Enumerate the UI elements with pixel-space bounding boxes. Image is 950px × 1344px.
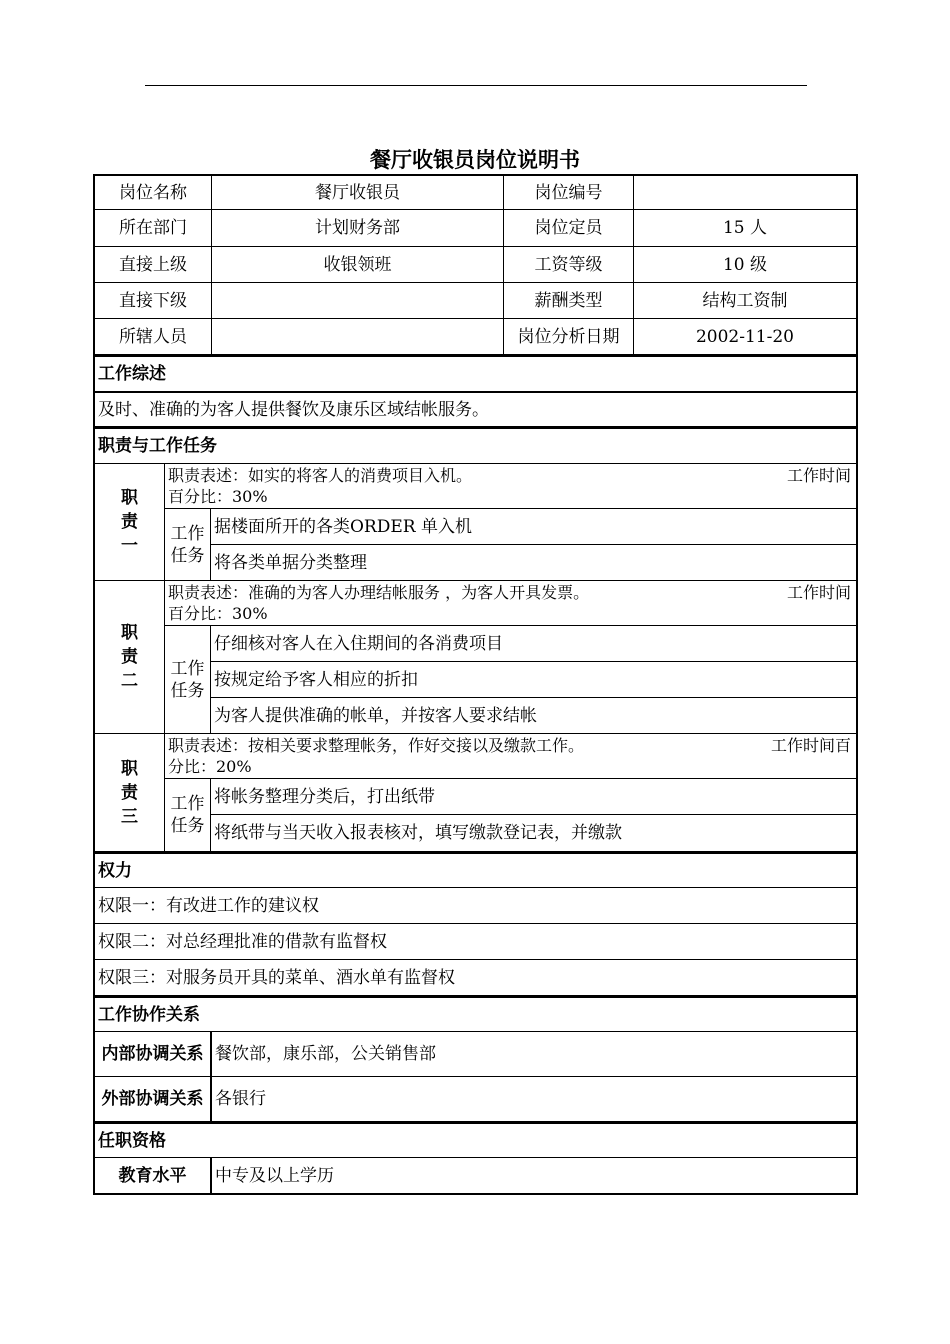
external-label-cell	[95, 1077, 210, 1121]
relations-heading: 工作协作关系	[98, 1004, 200, 1025]
external-label: 外部协调关系	[101, 1088, 204, 1109]
duty3-time-b: 分比：20%	[168, 757, 252, 776]
authority-item-1: 权限一：有改进工作的建议权	[98, 895, 319, 916]
label-subordinate: 直接下级	[119, 290, 187, 311]
label-position-code: 岗位编号	[534, 182, 603, 203]
label-supervisor: 直接上级	[119, 254, 187, 275]
duty2-description	[165, 582, 856, 625]
duty2-time-a: 工作时间	[786, 583, 851, 602]
duty3-task-1: 将帐务整理分类后，打出纸带	[214, 786, 435, 807]
duty2-task-2: 按规定给予客人相应的折扣	[214, 669, 418, 690]
internal-value: 餐饮部，康乐部，公关销售部	[215, 1044, 436, 1064]
label-pay-type: 薪酬类型	[534, 290, 603, 311]
label-salary-grade: 工资等级	[534, 254, 603, 275]
duty1-tasks-label: 工作任务	[170, 523, 205, 566]
duty2-label-cell	[95, 581, 164, 733]
summary-heading: 工作综述	[98, 364, 166, 384]
duty1-description	[165, 465, 856, 508]
authority-item-3: 权限三：对服务员开具的菜单、酒水单有监督权	[98, 967, 455, 988]
duty1-time-a: 工作时间	[786, 466, 851, 485]
duty2-task-1: 仔细核对客人在入住期间的各消费项目	[214, 633, 503, 654]
value-headcount: 15 人	[722, 218, 768, 238]
duty3-time-a: 工作时间百	[770, 736, 851, 755]
authority-item-2: 权限二：对总经理批准的借款有监督权	[98, 931, 387, 952]
duty3-task-2: 将纸带与当天收入报表核对，填写缴款登记表，并缴款	[214, 822, 622, 843]
duty1-time-b: 百分比：30%	[168, 487, 268, 506]
duty1-label: 职责一	[121, 488, 138, 556]
label-headcount: 岗位定员	[534, 218, 603, 238]
value-pay-type: 结构工资制	[702, 290, 788, 311]
duty3-label-cell	[95, 734, 164, 851]
duty3-desc-text: 职责表述：按相关要求整理帐务，作好交接以及缴款工作。	[168, 736, 585, 755]
education-value: 中专及以上学历	[215, 1165, 334, 1186]
duties-heading: 职责与工作任务	[98, 436, 217, 456]
duty1-task-1: 据楼面所开的各类ORDER 单入机	[214, 516, 472, 537]
authority-heading: 权力	[98, 860, 132, 881]
qualification-heading: 任职资格	[98, 1130, 166, 1151]
label-analysis-date: 岗位分析日期	[517, 327, 620, 347]
value-position-code	[634, 176, 856, 209]
value-staff	[212, 319, 503, 355]
duty3-description	[165, 735, 856, 778]
value-subordinate	[212, 283, 503, 318]
duty2-label: 职责二	[121, 623, 138, 691]
education-label: 教育水平	[118, 1165, 187, 1186]
duty2-tasks-label: 工作任务	[170, 658, 205, 701]
duty2-tasks-label-cell	[165, 626, 210, 733]
duty1-desc-text: 职责表述：如实的将客人的消费项目入机。	[168, 466, 473, 485]
value-supervisor: 收银领班	[323, 254, 392, 275]
label-position-name: 岗位名称	[119, 182, 187, 203]
internal-label: 内部协调关系	[101, 1043, 204, 1064]
duty1-tasks-label-cell	[165, 509, 210, 580]
value-position-name: 餐厅收银员	[315, 182, 400, 203]
duty1-label-cell	[95, 464, 164, 580]
header-rule	[145, 85, 807, 86]
duty3-label: 职责三	[121, 758, 138, 827]
duty3-tasks-label: 工作任务	[170, 794, 205, 836]
value-department: 计划财务部	[315, 218, 400, 238]
duty1-task-2: 将各类单据分类整理	[214, 552, 367, 573]
label-department: 所在部门	[119, 218, 187, 238]
internal-label-cell	[95, 1032, 210, 1076]
label-staff: 所辖人员	[119, 327, 187, 347]
document-title: 餐厅收银员岗位说明书	[370, 148, 580, 172]
value-analysis-date: 2002-11-20	[695, 327, 794, 347]
external-value: 各银行	[215, 1089, 266, 1109]
value-salary-grade: 10 级	[722, 254, 768, 275]
summary-text: 及时、准确的为客人提供餐饮及康乐区域结帐服务。	[98, 400, 489, 420]
duty2-time-b: 百分比：30%	[168, 604, 268, 623]
duty2-desc-text: 职责表述：准确的为客人办理结帐服务 ，为客人开具发票。	[168, 583, 590, 602]
duty2-task-3: 为客人提供准确的帐单，并按客人要求结帐	[214, 705, 537, 726]
duty3-tasks-label-cell	[165, 779, 210, 851]
